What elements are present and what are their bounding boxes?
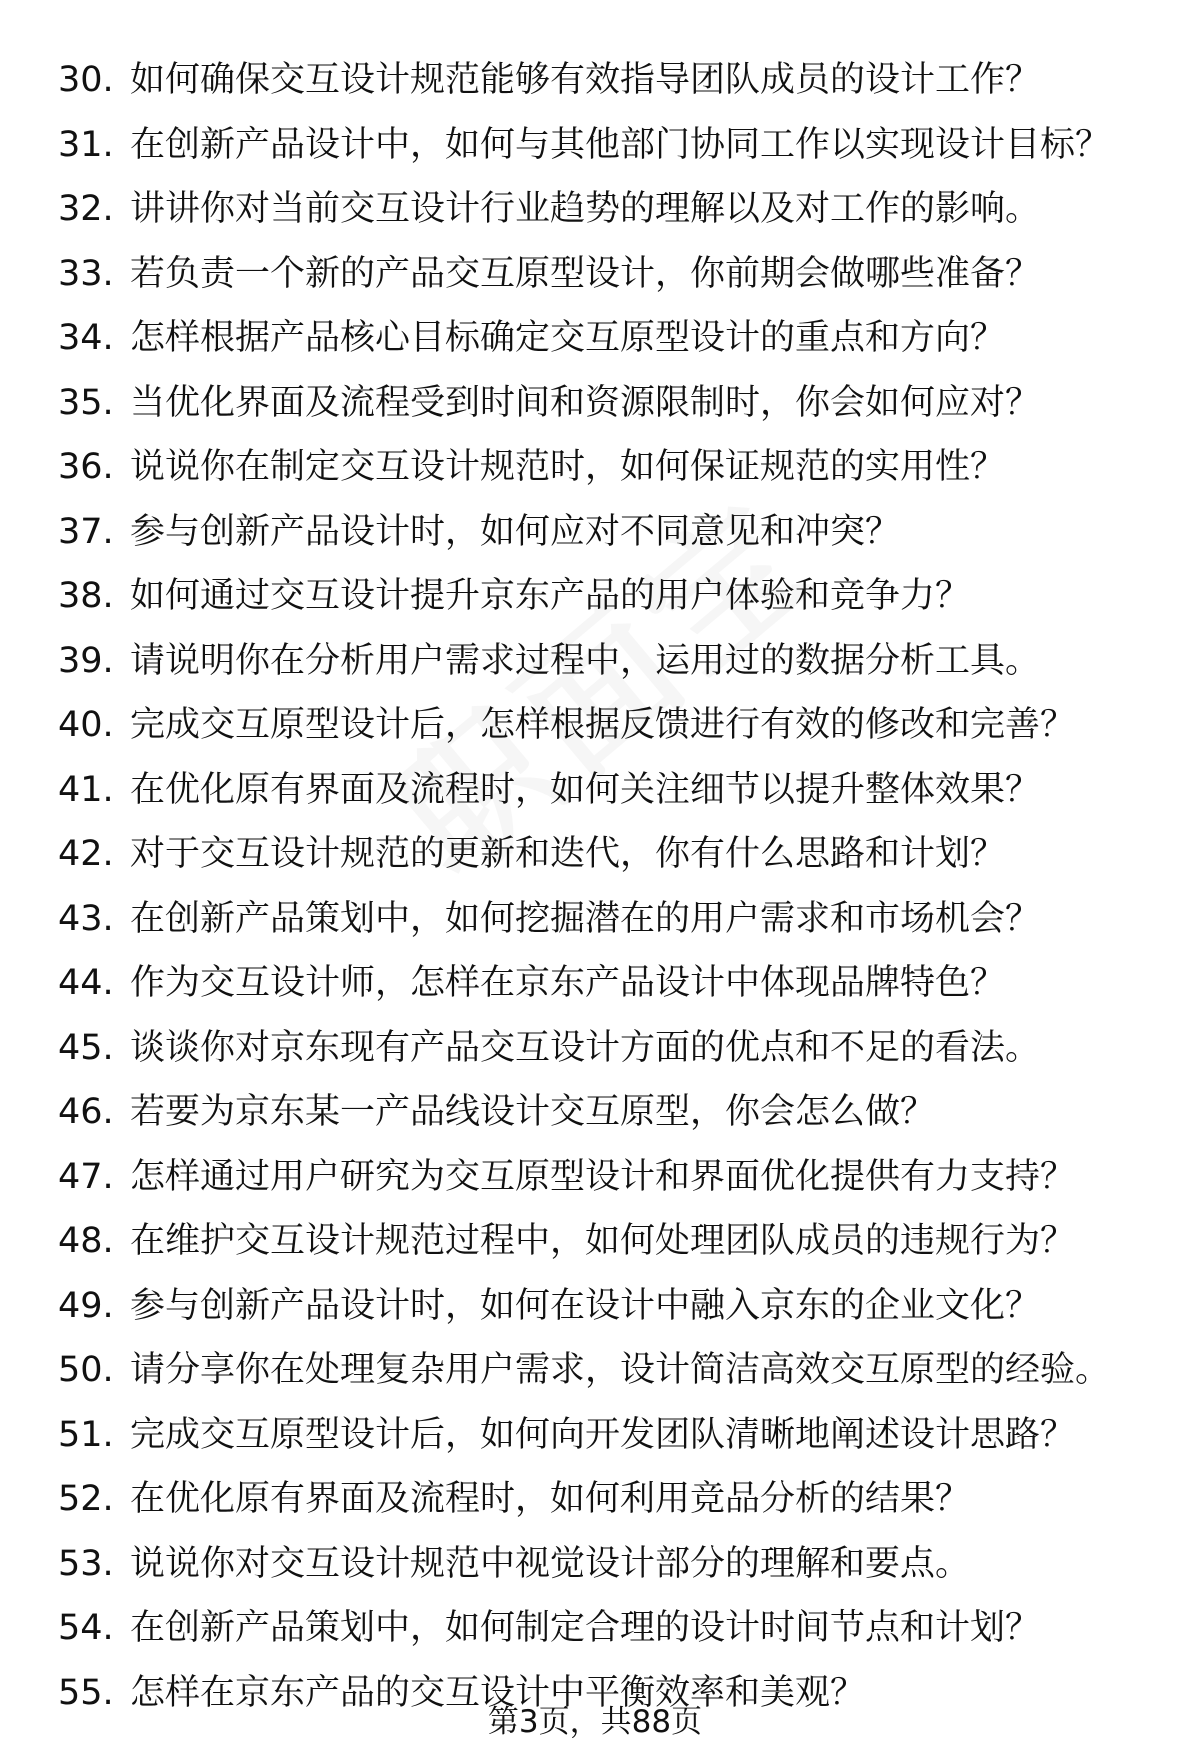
question-item bbox=[58, 113, 1178, 178]
question-number: 43. bbox=[58, 898, 114, 939]
question-number: 55. bbox=[58, 1672, 114, 1713]
question-item bbox=[58, 1596, 1178, 1661]
question-number: 52. bbox=[58, 1479, 114, 1519]
question-item bbox=[58, 242, 1178, 307]
question-number: 36. bbox=[58, 447, 114, 487]
question-number: 51. bbox=[58, 1414, 114, 1455]
question-number: 33. bbox=[58, 253, 114, 294]
question-item bbox=[58, 564, 1178, 629]
question-text: 说说你在制定交互设计规范时，如何保证规范的实用性？ bbox=[130, 447, 1006, 487]
question-text: 完成交互原型设计后，如何向开发团队清晰地阐述设计思路？ bbox=[130, 1414, 1076, 1455]
question-item bbox=[58, 1016, 1178, 1081]
question-number: 53. bbox=[58, 1543, 114, 1584]
question-item bbox=[58, 1403, 1178, 1468]
question-text: 讲讲你对当前交互设计行业趋势的理解以及对工作的影响。 bbox=[130, 189, 1041, 229]
question-text: 若负责一个新的产品交互原型设计，你前期会做哪些准备？ bbox=[130, 253, 1041, 294]
question-number: 46. bbox=[58, 1092, 114, 1132]
question-number: 38. bbox=[58, 576, 114, 616]
page-number-footer: 第3页，共88页 bbox=[487, 1704, 703, 1740]
question-text: 怎样在京东产品的交互设计中平衡效率和美观？ bbox=[130, 1672, 866, 1713]
question-item bbox=[58, 629, 1178, 694]
question-text: 怎样通过用户研究为交互原型设计和界面优化提供有力支持？ bbox=[130, 1156, 1076, 1197]
question-number: 44. bbox=[58, 963, 114, 1003]
question-item bbox=[58, 1080, 1178, 1145]
question-number: 31. bbox=[58, 124, 114, 165]
question-number: 48. bbox=[58, 1221, 114, 1261]
question-item bbox=[58, 1467, 1178, 1532]
question-item bbox=[58, 500, 1178, 565]
question-item bbox=[58, 1532, 1178, 1597]
question-item bbox=[58, 48, 1178, 113]
question-text: 怎样根据产品核心目标确定交互原型设计的重点和方向？ bbox=[130, 318, 1006, 358]
question-item bbox=[58, 951, 1178, 1016]
question-text: 如何通过交互设计提升京东产品的用户体验和竞争力？ bbox=[130, 576, 971, 616]
question-text: 作为交互设计师，怎样在京东产品设计中体现品牌特色？ bbox=[130, 963, 1006, 1003]
question-text: 当优化界面及流程受到时间和资源限制时，你会如何应对？ bbox=[130, 382, 1041, 423]
question-number: 35. bbox=[58, 382, 114, 423]
question-item bbox=[58, 306, 1178, 371]
question-number: 30. bbox=[58, 60, 114, 100]
question-item bbox=[58, 887, 1178, 952]
question-number: 50. bbox=[58, 1350, 114, 1390]
question-text: 对于交互设计规范的更新和迭代，你有什么思路和计划？ bbox=[130, 834, 1006, 874]
question-text: 谈谈你对京东现有产品交互设计方面的优点和不足的看法。 bbox=[130, 1027, 1041, 1068]
question-item bbox=[58, 177, 1178, 242]
question-text: 请说明你在分析用户需求过程中，运用过的数据分析工具。 bbox=[130, 640, 1041, 681]
question-text: 完成交互原型设计后，怎样根据反馈进行有效的修改和完善？ bbox=[130, 705, 1076, 745]
question-item bbox=[58, 1274, 1178, 1339]
question-item bbox=[58, 1338, 1178, 1403]
question-text: 在创新产品策划中，如何制定合理的设计时间节点和计划？ bbox=[130, 1608, 1041, 1648]
question-text: 在优化原有界面及流程时，如何利用竞品分析的结果？ bbox=[130, 1479, 971, 1519]
question-text: 说说你对交互设计规范中视觉设计部分的理解和要点。 bbox=[130, 1543, 971, 1584]
question-text: 在创新产品策划中，如何挖掘潜在的用户需求和市场机会？ bbox=[130, 898, 1041, 939]
question-number: 45. bbox=[58, 1027, 114, 1068]
question-number: 54. bbox=[58, 1608, 114, 1648]
question-item bbox=[58, 1145, 1178, 1210]
question-text: 请分享你在处理复杂用户需求，设计简洁高效交互原型的经验。 bbox=[130, 1350, 1111, 1390]
question-item bbox=[58, 371, 1178, 436]
question-list bbox=[58, 48, 1178, 1725]
question-number: 39. bbox=[58, 640, 114, 681]
question-number: 41. bbox=[58, 769, 114, 810]
question-text: 在创新产品设计中，如何与其他部门协同工作以实现设计目标？ bbox=[130, 124, 1111, 165]
question-number: 32. bbox=[58, 189, 114, 229]
question-text: 参与创新产品设计时，如何在设计中融入京东的企业文化？ bbox=[130, 1285, 1041, 1326]
question-number: 40. bbox=[58, 705, 114, 745]
question-number: 49. bbox=[58, 1285, 114, 1326]
question-text: 参与创新产品设计时，如何应对不同意见和冲突？ bbox=[130, 511, 901, 552]
question-item bbox=[58, 693, 1178, 758]
question-text: 若要为京东某一产品线设计交互原型，你会怎么做？ bbox=[130, 1092, 936, 1132]
question-item bbox=[58, 435, 1178, 500]
question-text: 在维护交互设计规范过程中，如何处理团队成员的违规行为？ bbox=[130, 1221, 1076, 1261]
question-number: 42. bbox=[58, 834, 114, 874]
question-number: 34. bbox=[58, 318, 114, 358]
question-text: 如何确保交互设计规范能够有效指导团队成员的设计工作？ bbox=[130, 60, 1041, 100]
question-item bbox=[58, 758, 1178, 823]
question-item bbox=[58, 1209, 1178, 1274]
question-number: 37. bbox=[58, 511, 114, 552]
question-item bbox=[58, 822, 1178, 887]
question-number: 47. bbox=[58, 1156, 114, 1197]
question-text: 在优化原有界面及流程时，如何关注细节以提升整体效果？ bbox=[130, 769, 1041, 810]
